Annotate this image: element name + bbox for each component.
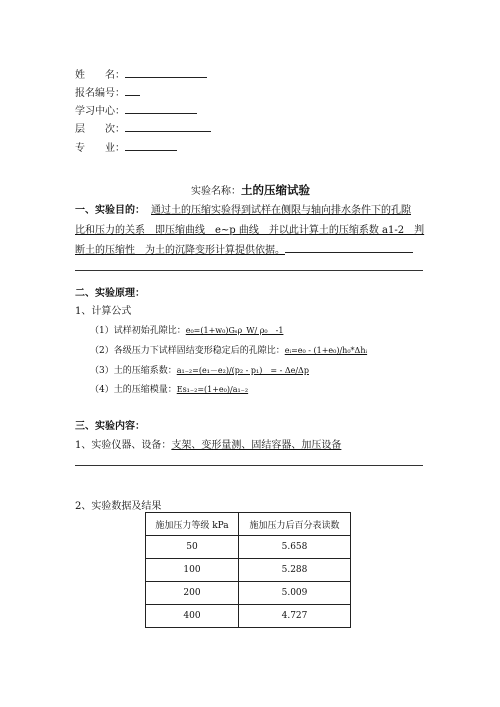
formula-subheading: 1、计算公式 — [75, 306, 132, 317]
level-blank[interactable] — [125, 121, 211, 132]
major-label: 专 业： — [75, 143, 125, 154]
data-table — [145, 512, 351, 628]
formula-4: Es₁₋₂=(1+e₀)/a₁₋₂ — [176, 385, 249, 394]
formula-3: a₁₋₂=(e₁－e₂)/(p₂ - p₁) = - Δe/Δp — [176, 366, 309, 375]
principle-heading: 二、实验原理： — [75, 288, 145, 299]
id-field — [75, 84, 140, 99]
id-label: 报名编号： — [75, 88, 125, 99]
table-cell-reading: 5.288 — [239, 559, 351, 582]
formula-1: e₀=(1+w₀)Gₛρ_W/ ρ₀ -1 — [185, 326, 284, 335]
title-prefix: 实验名称： — [191, 186, 241, 197]
purpose-line1 — [75, 201, 411, 216]
purpose-rule — [75, 270, 423, 271]
table-cell-reading: 4.727 — [239, 605, 351, 628]
table-cell-pressure: 200 — [146, 582, 239, 605]
equipment-value: 支架、变形量测、固结容器、加压设备 — [171, 440, 342, 451]
equipment-label: 1、实验仪器、设备： — [75, 440, 172, 451]
purpose-text-3: 断土的压缩性 为土的沉降变形计算提供依据。 — [75, 245, 285, 256]
formula-item-1 — [90, 323, 296, 336]
table-header-reading: 施加压力后百分表读数 — [239, 513, 351, 536]
center-field — [75, 102, 197, 117]
table-header-row — [146, 513, 351, 536]
formula-label-2: （2）各级压力下试样固结变形稳定后的孔隙比： — [90, 346, 285, 356]
table-header-pressure: 施加压力等级 kPa — [146, 513, 239, 536]
level-field — [75, 120, 211, 135]
table-cell-pressure: 50 — [146, 536, 239, 559]
data-subheading: 2、实验数据及结果 — [75, 501, 162, 512]
experiment-title — [191, 179, 310, 198]
center-label: 学习中心： — [75, 106, 125, 117]
id-blank[interactable] — [125, 85, 140, 96]
formula-item-2 — [90, 343, 425, 356]
table-row — [146, 536, 351, 559]
table-row — [146, 605, 351, 628]
purpose-heading: 一、实验目的： — [75, 205, 145, 216]
purpose-blank — [285, 242, 413, 253]
major-field — [75, 139, 177, 154]
name-label: 姓 名： — [75, 70, 125, 81]
equipment-line — [75, 436, 421, 451]
table-row — [146, 559, 351, 582]
purpose-text-1: 通过土的压缩实验得到试样在侧限与轴向排水条件下的孔隙 — [151, 205, 411, 216]
center-blank[interactable] — [125, 103, 197, 114]
table-row — [146, 582, 351, 605]
content-heading: 三、实验内容： — [75, 421, 145, 432]
table-cell-reading: 5.658 — [239, 536, 351, 559]
formula-item-3 — [90, 363, 327, 376]
name-blank[interactable] — [125, 67, 207, 78]
equipment-rule — [75, 465, 423, 466]
formula-label-1: （1）试样初始孔隙比： — [90, 326, 186, 336]
name-field — [75, 66, 207, 81]
formula-item-4 — [90, 382, 322, 395]
purpose-text-2: 比和压力的关系 即压缩曲线 e~p 曲线 并以此计算土的压缩系数 a1-2 判 — [75, 225, 425, 236]
table-cell-pressure: 100 — [146, 559, 239, 582]
table-cell-pressure: 400 — [146, 605, 239, 628]
table-cell-reading: 5.009 — [239, 582, 351, 605]
major-blank[interactable] — [125, 140, 177, 151]
formula-label-3: （3）土的压缩系数： — [90, 366, 177, 376]
formula-2: eᵢ=e₀ - (1+e₀)/h₀*Δhᵢ — [284, 346, 368, 355]
purpose-line3 — [75, 241, 413, 256]
formula-label-4: （4）土的压缩模量： — [90, 385, 177, 395]
title-name: 土的压缩试验 — [241, 183, 310, 197]
level-label: 层 次： — [75, 124, 125, 135]
